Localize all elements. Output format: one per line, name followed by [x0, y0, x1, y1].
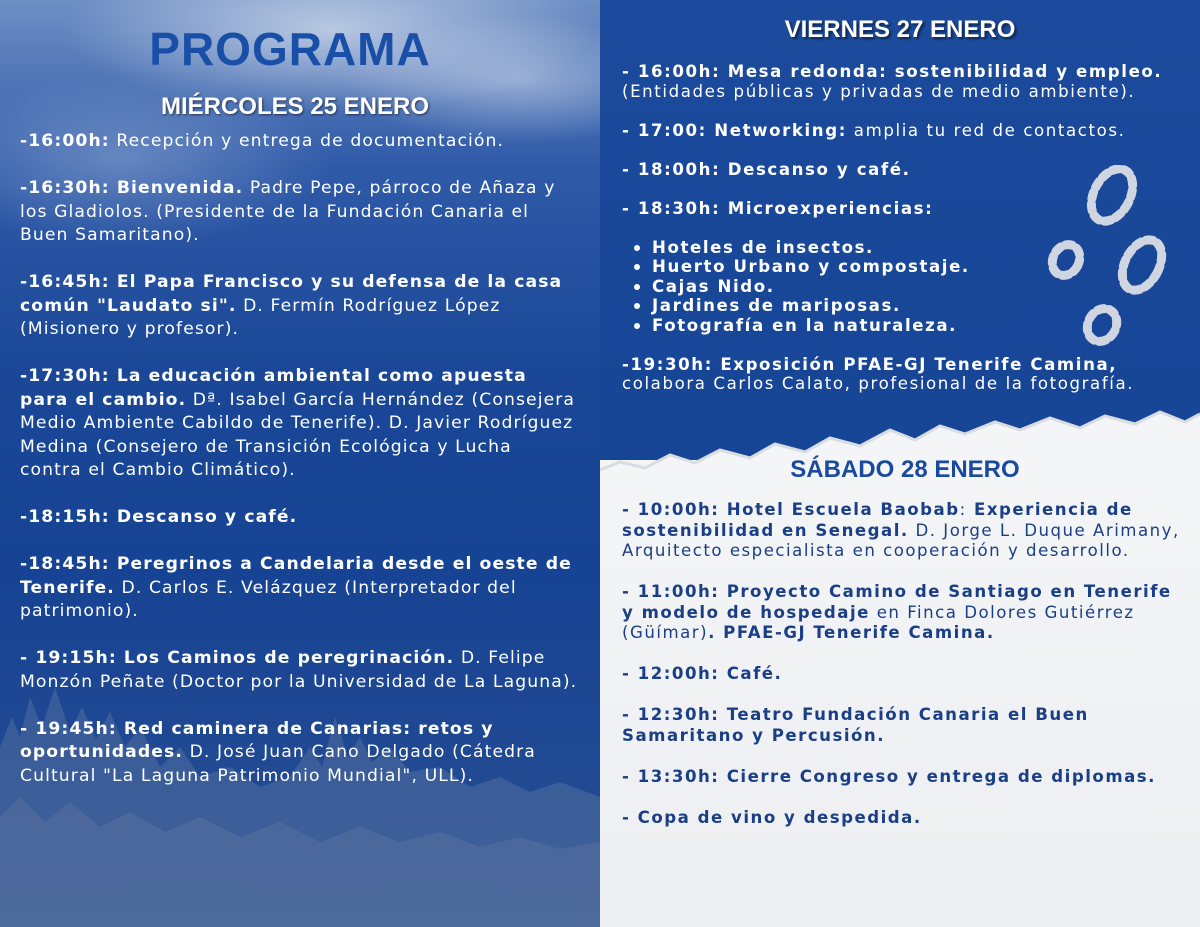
list-item: Hoteles de insectos. [652, 238, 1182, 258]
schedule-item [622, 705, 1182, 746]
item-detail: D. Carlos E. Velázquez (Interpretador del patrimonio). [20, 577, 517, 621]
item-heading: - 12:00h: Café. [622, 664, 783, 683]
schedule-item [20, 177, 580, 248]
schedule-item [20, 553, 580, 624]
schedule-item [20, 506, 580, 530]
schedule-item [622, 664, 1182, 685]
list-item: Cajas Nido. [652, 277, 1182, 297]
list-item: Jardines de mariposas. [652, 296, 1182, 316]
schedule-item [622, 355, 1182, 394]
item-heading: - 12:30h: Teatro Fundación Canaria el Buen Samaritano y Percusión. [622, 705, 1089, 745]
schedule-item [20, 130, 580, 154]
list-item: Fotografía en la naturaleza. [652, 316, 1182, 336]
footprints-icon [1040, 165, 1170, 355]
page-title: PROGRAMA [149, 23, 431, 75]
item-detail: D. Jorge L. Duque Arimany, Arquitecto especialista en cooperación y desarrollo. [622, 520, 1180, 560]
item-heading: - 19:45h: Red caminera de Canarias: retos y oportunidades. [20, 718, 494, 762]
item-heading: -16:30h: Bienvenida. [20, 178, 244, 198]
friday-heading: VIERNES 27 ENERO [784, 16, 1016, 43]
list-item: Huerto Urbano y compostaje. [652, 257, 1182, 277]
item-heading: - 10:00h: Hotel Escuela Baobab [622, 500, 960, 519]
schedule-item [20, 365, 580, 483]
saturday-schedule [622, 500, 1182, 849]
item-detail: en Finca Dolores Gutiérrez (Güímar) [622, 602, 1135, 642]
wednesday-schedule [20, 130, 580, 812]
item-heading: - 11:00h: Proyecto Camino de Santiago en Tenerife y modelo de hospedaje [622, 582, 1172, 622]
item-detail: Dª. Isabel García Hernández (Consejera Medio Ambiente Cabildo de Tenerife). D. Javier Rodríguez Medina (Consejero de Transición Ecológica y Lucha contra el Cambio Climático). [20, 389, 576, 480]
item-detail: amplia tu red de contactos. [846, 120, 1126, 140]
item-detail: Recepción y entrega de documentación. [109, 131, 505, 151]
item-heading: Experiencia de sostenibilidad en Senegal. [622, 500, 1133, 540]
item-heading: - Copa de vino y despedida. [622, 807, 922, 827]
schedule-item [622, 62, 1182, 101]
item-heading: . PFAE-GJ Tenerife Camina. [708, 623, 995, 642]
schedule-item [622, 121, 1182, 141]
schedule-item [20, 647, 580, 694]
item-heading: -16:00h: [20, 131, 110, 151]
item-detail: : [959, 500, 967, 519]
item-detail: (Entidades públicas y privadas de medio ambiente). [622, 81, 1136, 101]
item-heading: -19:30h: Exposición PFAE-GJ Tenerife Camina, [622, 354, 1118, 374]
item-detail: D. José Juan Cano Delgado (Cátedra Cultural "La Laguna Patrimonio Mundial", ULL). [20, 742, 536, 786]
item-detail: D. Fermín Rodríguez López (Misionero y profesor). [20, 295, 501, 339]
item-heading: - 16:00h: Mesa redonda: sostenibilidad y empleo. [622, 62, 1163, 81]
item-heading: - 13:30h: Cierre Congreso y entrega de diplomas. [622, 766, 1156, 786]
item-heading: - 17:00: Networking: [622, 120, 847, 140]
item-detail: Padre Pepe, párroco de Añaza y los Gladiolos. (Presidente de la Fundación Canaria el Buen Samaritano). [20, 178, 556, 245]
item-heading: -18:45h: Peregrinos a Candelaria desde el oeste de Tenerife. [20, 554, 572, 598]
schedule-item [622, 767, 1182, 788]
item-heading: -18:15h: Descanso y café. [20, 507, 298, 527]
schedule-item [622, 808, 1182, 829]
schedule-item [20, 271, 580, 342]
item-heading: -17:30h: La educación ambiental como apuesta para el cambio. [20, 366, 527, 410]
item-heading: - 18:30h: Microexperiencias: [622, 198, 934, 218]
wednesday-heading: MIÉRCOLES 25 ENERO [160, 93, 430, 120]
schedule-item [622, 582, 1182, 644]
item-heading: - 18:00h: Descanso y café. [622, 159, 911, 179]
schedule-item [622, 500, 1182, 562]
item-heading: -16:45h: El Papa Francisco y su defensa de la casa común "Laudato si". [20, 272, 563, 316]
item-detail: D. Felipe Monzón Peñate (Doctor por la Universidad de La Laguna). [20, 648, 578, 692]
saturday-heading: SÁBADO 28 ENERO [790, 456, 1020, 483]
item-heading: - 19:15h: Los Caminos de peregrinación. [20, 648, 455, 668]
item-detail: colabora Carlos Calato, profesional de la fotografía. [622, 374, 1135, 393]
schedule-item [20, 718, 580, 789]
